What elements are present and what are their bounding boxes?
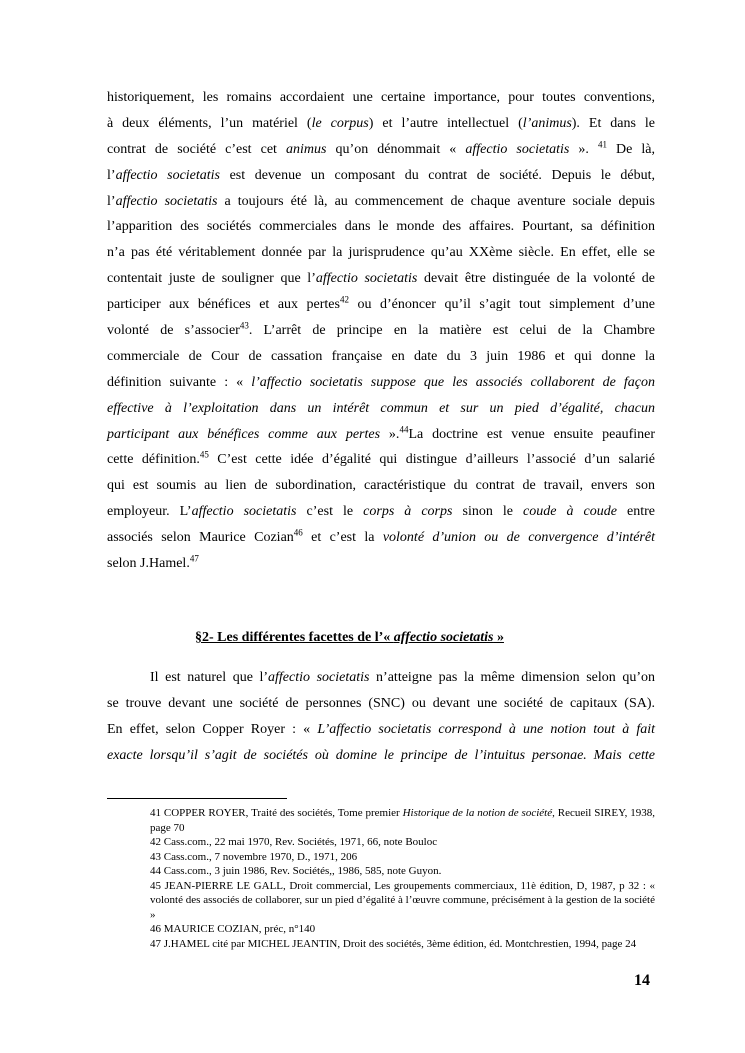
text-line bbox=[107, 743, 655, 769]
text-line bbox=[107, 85, 655, 111]
page-number: 14 bbox=[634, 972, 650, 989]
text-line bbox=[107, 551, 655, 577]
text-line bbox=[107, 318, 655, 344]
text-line bbox=[107, 292, 655, 318]
text-run: entre bbox=[616, 504, 656, 520]
text-run: commerciale de Cour de cassation française en date du 3 juin 1986 et qui donne la bbox=[107, 348, 655, 364]
footnote-ref: 46 bbox=[293, 527, 303, 538]
italic-text: l’affectio societatis suppose que les associés collaborent de façon bbox=[251, 374, 655, 390]
text-run: n’a pas été véritablement donnée par la jurisprudence qu’au XXème siècle. En effet, elle se bbox=[107, 245, 655, 261]
text-run: l’ bbox=[107, 167, 116, 183]
text-line bbox=[107, 370, 655, 396]
text-run: contentait juste de souligner que l’ bbox=[107, 271, 316, 287]
italic-text: effective à l’exploitation dans un intérêt commun et sur un pied d’égalité, chacun bbox=[107, 400, 655, 416]
text-run: selon J.Hamel. bbox=[107, 556, 190, 572]
text-run: qu’on dénommait « bbox=[326, 141, 466, 157]
text-run: n’atteigne pas la même dimension selon qu’on bbox=[369, 670, 655, 685]
text-run: Il est naturel que l’ bbox=[150, 670, 269, 685]
text-line bbox=[107, 665, 655, 691]
italic-text: Historique de la notion de société bbox=[402, 807, 553, 819]
text-run: à deux éléments, l’un matériel ( bbox=[107, 115, 312, 131]
italic-text: affectio societatis bbox=[191, 504, 297, 520]
italic-text: animus bbox=[286, 141, 327, 157]
footnote bbox=[150, 806, 655, 835]
footnote-ref: 41 bbox=[597, 139, 607, 150]
footnote-ref: 47 bbox=[189, 553, 199, 564]
footnote bbox=[150, 850, 655, 865]
footnote-separator bbox=[107, 798, 287, 799]
text-run: La doctrine est venue ensuite peaufiner bbox=[408, 426, 656, 442]
text-line bbox=[107, 344, 655, 370]
text-line bbox=[107, 266, 655, 292]
italic-text: affectio societatis bbox=[465, 141, 570, 157]
text-run: 41 COPPER ROYER, Traité des sociétés, Tome premier bbox=[150, 807, 403, 819]
italic-text: corps à corps bbox=[363, 504, 453, 520]
text-run: a toujours été là, au commencement de chaque aventure sociale depuis bbox=[217, 193, 655, 209]
text-run: cette définition. bbox=[107, 452, 200, 468]
text-run: l’apparition des sociétés commerciales dans le monde des affaires. Pourtant, sa définition bbox=[107, 219, 655, 235]
text-run: est devenue un composant du contrat de société. Depuis le début, bbox=[220, 167, 656, 183]
text-run: sinon le bbox=[452, 504, 524, 520]
text-run: participer aux bénéfices et aux pertes bbox=[107, 297, 340, 313]
text-run: , Recueil SIREY, 1938, page 70 bbox=[150, 807, 655, 834]
text-run: 42 Cass.com., 22 mai 1970, Rev. Sociétés, 1971, 66, note Bouloc bbox=[150, 836, 438, 848]
text-line bbox=[107, 214, 655, 240]
footnote-ref: 43 bbox=[239, 320, 249, 331]
text-run: En effet, selon Copper Royer : « bbox=[107, 721, 318, 737]
text-line bbox=[107, 422, 655, 448]
footnote bbox=[150, 835, 655, 850]
italic-text: L’affectio societatis correspond à une notion tout à fait bbox=[317, 721, 656, 737]
footnote-ref: 45 bbox=[199, 449, 209, 460]
text-line bbox=[107, 447, 655, 473]
text-line bbox=[107, 240, 655, 266]
text-run: ou d’énoncer qu’il s’agit tout simplement d’une bbox=[348, 297, 655, 313]
text-line bbox=[107, 163, 655, 189]
footnote-ref: 44 bbox=[399, 423, 409, 434]
section-heading bbox=[195, 630, 504, 646]
text-run: historiquement, les romains accordaient une certaine importance, pour toutes conventions, bbox=[107, 90, 655, 105]
body-paragraph bbox=[107, 85, 655, 577]
footnote bbox=[150, 937, 655, 952]
text-run: définition suivante : « bbox=[107, 374, 252, 390]
text-line bbox=[107, 189, 655, 215]
text-run: C’est cette idée d’égalité qui distingue d’ailleurs l’associé d’un salarié bbox=[208, 452, 655, 468]
text-run: De là, bbox=[606, 141, 655, 157]
footnote bbox=[150, 864, 655, 879]
footnote-ref: 42 bbox=[339, 294, 349, 305]
text-run: ». bbox=[569, 141, 598, 157]
text-run: l’ bbox=[107, 193, 116, 209]
text-run: ) et l’autre intellectuel ( bbox=[368, 115, 523, 131]
text-line bbox=[107, 473, 655, 499]
text-line bbox=[107, 137, 655, 163]
text-run: volonté de s’associer bbox=[107, 323, 240, 339]
text-run: se trouve devant une société de personnes (SNC) ou devant une société de capitaux (SA). bbox=[107, 695, 655, 711]
text-run: employeur. L’ bbox=[107, 504, 192, 520]
text-line bbox=[107, 717, 655, 743]
italic-text: l’animus bbox=[522, 115, 572, 131]
italic-text: coude à coude bbox=[523, 504, 617, 520]
footnotes bbox=[150, 806, 655, 951]
text-line bbox=[107, 499, 655, 525]
text-line bbox=[107, 396, 655, 422]
italic-text: affectio societatis bbox=[393, 630, 494, 645]
text-run: 43 Cass.com., 7 novembre 1970, D., 1971, 206 bbox=[150, 850, 358, 863]
text-run: ). Et dans le bbox=[571, 115, 656, 131]
text-run: . L’arrêt de principe en la matière est celui de la Chambre bbox=[248, 323, 655, 339]
text-run: associés selon Maurice Cozian bbox=[107, 530, 294, 546]
italic-text: le corpus bbox=[311, 115, 369, 131]
text-run: » bbox=[493, 630, 504, 645]
text-run: c’est le bbox=[296, 504, 364, 520]
italic-text: affectio societatis bbox=[315, 271, 418, 287]
text-run: §2- Les différentes facettes de l’« bbox=[195, 630, 394, 645]
text-run: devait être distinguée de la volonté de bbox=[417, 271, 655, 287]
italic-text: participant aux bénéfices comme aux pertes bbox=[107, 426, 381, 442]
italic-text: affectio societatis bbox=[115, 193, 218, 209]
footnote bbox=[150, 922, 655, 937]
text-run: 47 J.HAMEL cité par MICHEL JEANTIN, Droit des sociétés, 3ème édition, éd. Montchrestien, 1994, page 24 bbox=[150, 937, 637, 950]
text-run: 46 MAURICE COZIAN, préc, n°140 bbox=[150, 923, 316, 935]
section-paragraph bbox=[107, 665, 655, 769]
text-line bbox=[107, 691, 655, 717]
text-run: ». bbox=[380, 426, 400, 442]
text-run: contrat de société c’est cet bbox=[107, 141, 287, 157]
italic-text: volonté d’union ou de convergence d’intérêt bbox=[382, 530, 655, 546]
text-run: qui est soumis au lien de subordination, caractéristique du contrat de travail, envers son bbox=[107, 478, 655, 494]
footnote bbox=[150, 879, 655, 923]
italic-text: affectio societatis bbox=[115, 167, 221, 183]
text-run: 44 Cass.com., 3 juin 1986, Rev. Sociétés,, 1986, 585, note Guyon. bbox=[150, 865, 442, 877]
text-run: et c’est la bbox=[302, 530, 383, 546]
italic-text: affectio societatis bbox=[268, 670, 370, 685]
text-run: 45 JEAN-PIERRE LE GALL, Droit commercial, Les groupements commerciaux, 11è édition, D, 1987, p 32 : « volonté des associés de collaborer, sur un pied d’égalité à l’œuvre commune, précisément à la gestion de la société » bbox=[150, 879, 655, 921]
text-line bbox=[107, 111, 655, 137]
italic-text: exacte lorsqu’il s’agit de sociétés où domine le principe de l’intuitus personae. Mais cette bbox=[107, 747, 655, 763]
text-line bbox=[107, 525, 655, 551]
